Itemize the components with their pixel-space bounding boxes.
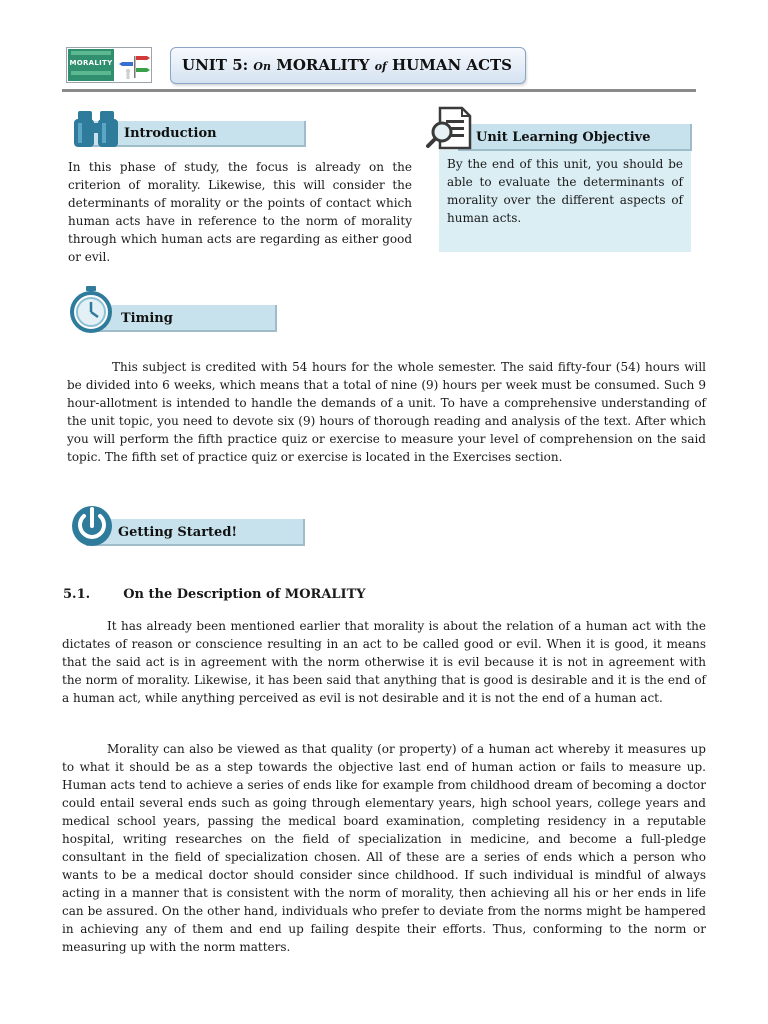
logo-green-panel [68,49,114,81]
unit-rest: HUMAN ACTS [392,56,512,74]
section-heading [63,587,366,602]
timing-label: Timing [121,311,173,326]
section-paragraph-2: Morality can also be viewed as that quality (or property) of a human act whereby it measures up to what it should be as a step towards the objective last end of human action or fails to measure up. Human acts tend to achieve a series of ends like for example from childhood dream of becoming a doctor could entail several ends such as going through elementary years, high school years, college years and medical school years, passing the medical board examination, completing residency in a reputable hospital, writing researches on the field of specialization in medicine, and become a full-pledge consultant in the field of specialization chosen. All of these are a series of ends which a person who wants to be a medical doctor should consider since childhood. If such individual is mindful of always acting in a manner that is consistent with the norm of morality, then achieving all his or her ends in life can be assured. On the other hand, individuals who prefer to deviate from the norms might be hampered in achieving any of them and end up failing despite their efforts. Thus, conforming to the norm or measuring up with the norm matters. [62,742,706,954]
header-divider [62,89,696,92]
signpost-figure-icon [119,52,151,80]
course-logo [66,47,152,83]
section-number: 5.1. [63,587,91,602]
unit-on: On [253,60,271,73]
unit-prefix: UNIT 5: [182,56,249,74]
timing-text: This subject is credited with 54 hours for the whole semester. The said fifty-four (54) hours will be divided into 6 weeks, which means that a total of nine (9) hours per week must be consumed. Such 9 hour-allotment is intended to handle the demands of a unit. To have a comprehensive understanding of the unit topic, you need to devote six (9) hours of thorough reading and analysis of the text. After which you will perform the fifth practice quiz or exercise to measure your level of comprehension on the said topic. The fifth set of practice quiz or exercise is located in the Exercises section. [67,360,706,464]
logo-text: MORALITY [69,59,113,67]
stopwatch-icon [68,285,114,333]
binoculars-icon [70,109,122,149]
introduction-label: Introduction [124,126,217,141]
unit-title [182,56,512,74]
unit-morality: MORALITY [276,56,370,74]
power-icon [68,500,116,548]
section-title: On the Description of MORALITY [123,587,366,602]
unit-of: of [374,60,387,73]
introduction-text: In this phase of study, the focus is already on the criterion of morality. Likewise, this will consider the determinants of morality or the points of contact which human acts have in reference to the norm of morality through which human acts are regarding as either good or evil. [68,160,412,264]
timing-bar [86,305,277,332]
section-paragraph-1: It has already been mentioned earlier that morality is about the relation of a human act with the dictates of reason or conscience resulting in an act to be called good or evil. When it is good, it means that the said act is in agreement with the norm otherwise it is evil because it is not in agreement with the norm of morality. Likewise, it has been said that anything that is good is desirable and it is the end of a human act, while anything perceived as evil is not desirable and it is not the end of a human act. [62,619,706,705]
objective-label: Unit Learning Objective [476,130,651,145]
objective-text: By the end of this unit, you should be able to evaluate the determinants of morality over the different aspects of human acts. [447,157,683,225]
getting-started-label: Getting Started! [118,525,238,540]
document-magnifier-icon [426,106,474,150]
